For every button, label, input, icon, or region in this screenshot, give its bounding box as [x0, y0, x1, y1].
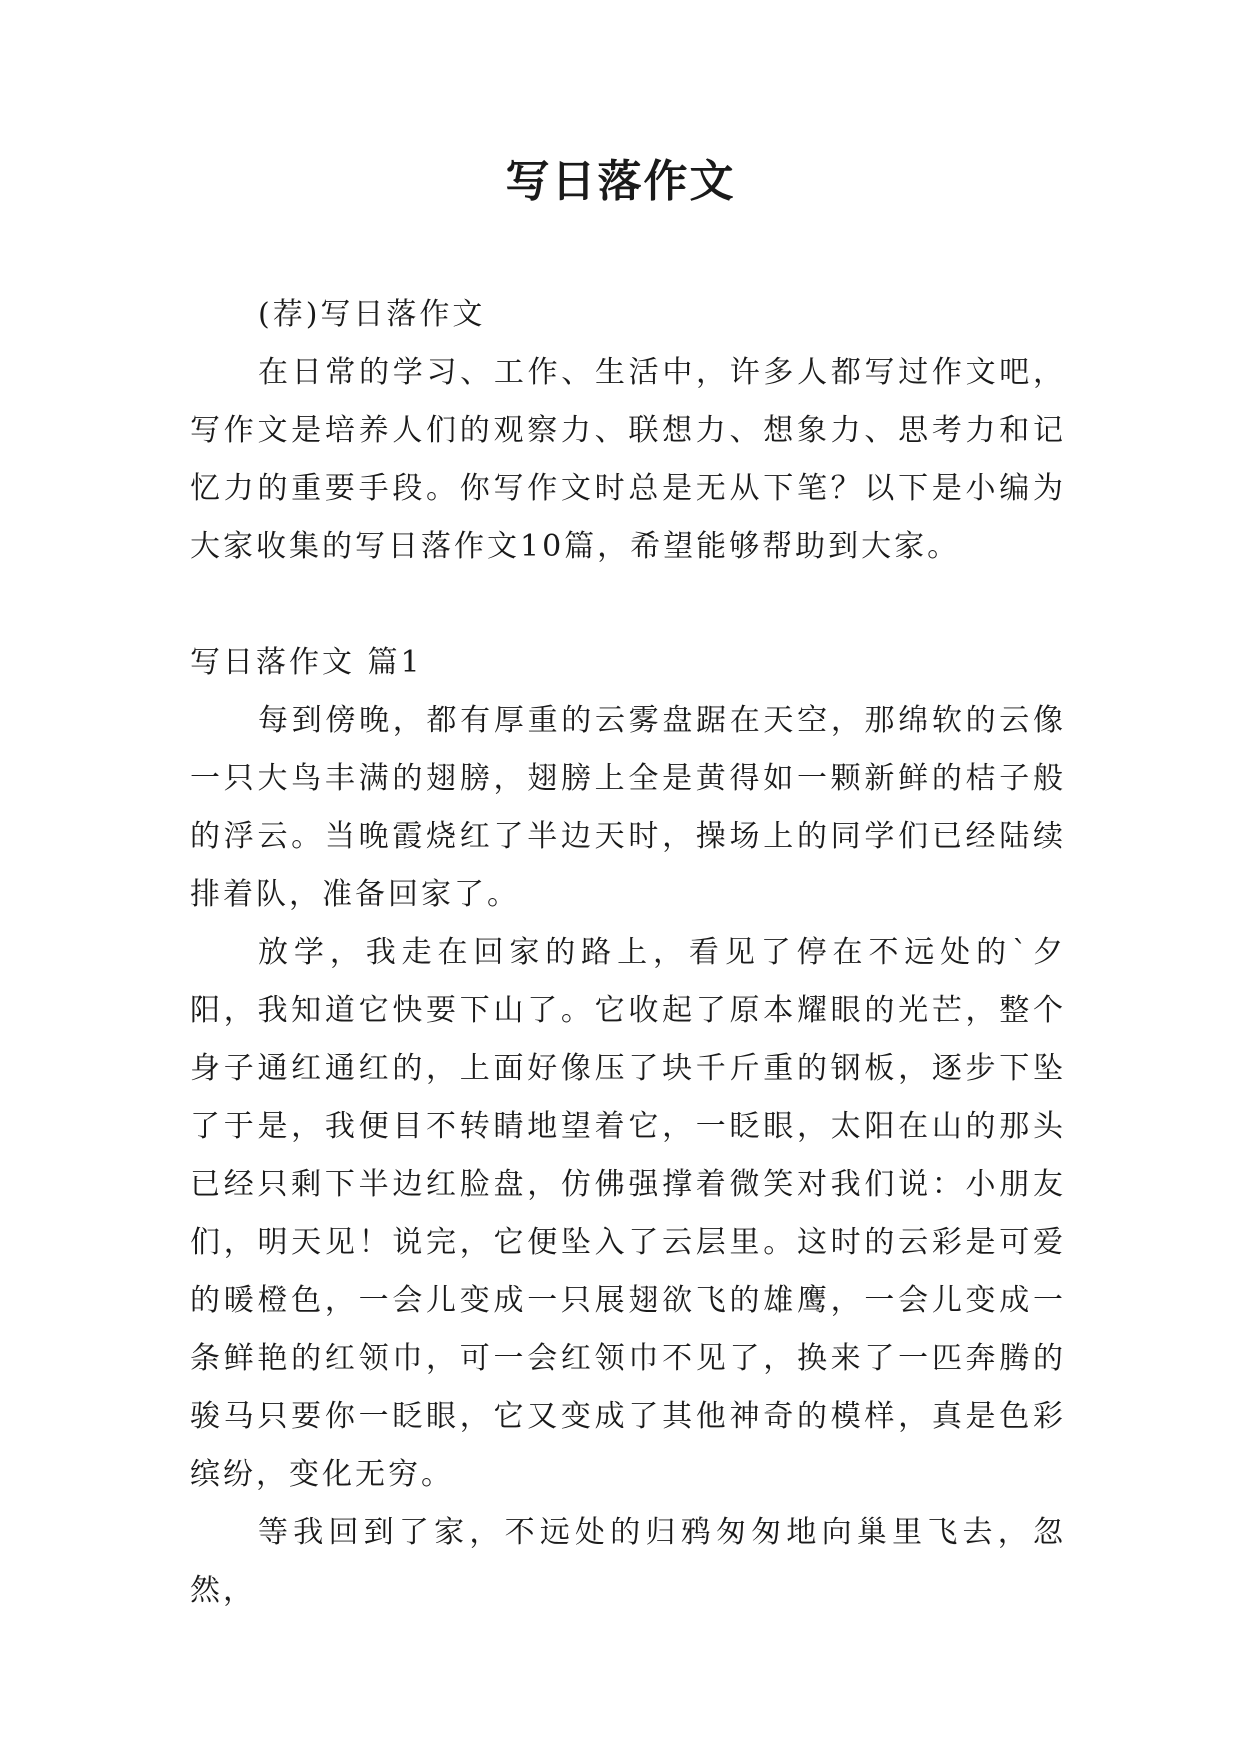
document-subtitle: (荐)写日落作文: [258, 297, 486, 332]
body-paragraph-3: 等我回到了家，不远处的归鸦匆匆地向巢里飞去，忽然，: [190, 1515, 1066, 1608]
body-paragraph-2: 放学，我走在回家的路上，看见了停在不远处的`夕阳，我知道它快要下山了。它收起了原本耀眼的光芒，整个身子通红通红的，上面好像压了块千斤重的钢板，逐步下坠了于是，我便目不转睛地望着它，一眨眼，太阳在山的那头已经只剩下半边红脸盘，仿佛强撑着微笑对我们说：小朋友们，明天见！说完，它便坠入了云层里。这时的云彩是可爱的暖橙色，一会儿变成一只展翅欲飞的雄鹰，一会儿变成一条鲜艳的红领巾，可一会红领巾不见了，换来了一匹奔腾的骏马只要你一眨眼，它又变成了其他神奇的模样，真是色彩缤纷，变化无穷。: [190, 935, 1066, 1492]
intro-paragraph: 在日常的学习、工作、生活中，许多人都写过作文吧，写作文是培养人们的观察力、联想力、想象力、思考力和记忆力的重要手段。你写作文时总是无从下笔？以下是小编为大家收集的写日落作文10篇，希望能够帮助到大家。: [190, 355, 1066, 564]
section-heading: 写日落作文 篇1: [190, 645, 423, 680]
document-title: 写日落作文: [505, 156, 736, 207]
document-body: [190, 286, 1066, 1620]
body-paragraph-1: 每到傍晚，都有厚重的云雾盘踞在天空，那绵软的云像一只大鸟丰满的翅膀，翅膀上全是黄得如一颗新鲜的桔子般的浮云。当晚霞烧红了半边天时，操场上的同学们已经陆续排着队，准备回家了。: [190, 703, 1066, 912]
